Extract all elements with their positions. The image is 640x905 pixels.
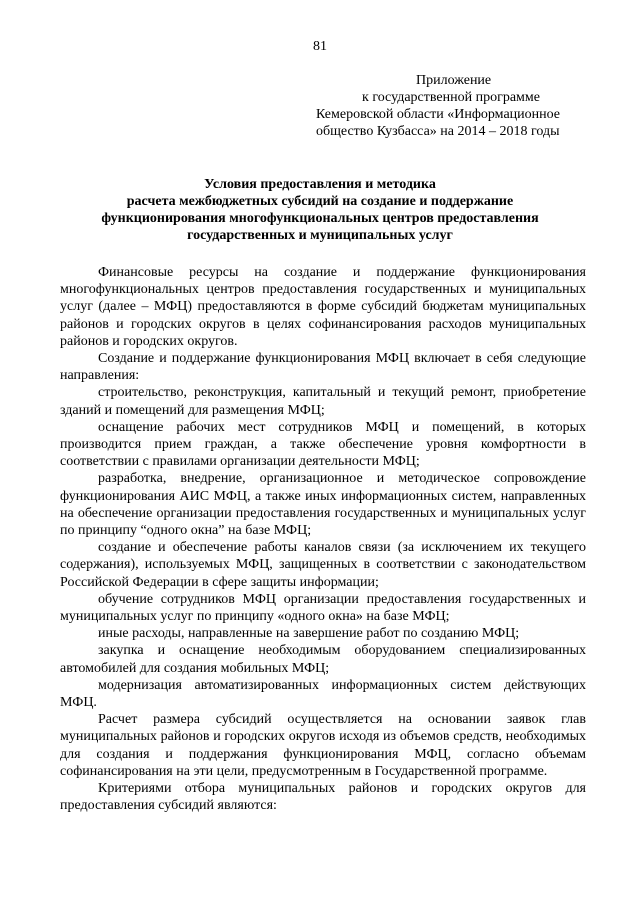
title-line-1: Условия предоставления и методика [204, 177, 436, 192]
paragraph-construction: строительство, реконструкция, капитальный и текущий ремонт, приобретение зданий и помещений для размещения МФЦ; [60, 385, 586, 418]
appendix-line-4: общество Кузбасса» на 2014 – 2018 годы [316, 124, 560, 139]
body-text [60, 264, 586, 815]
title-line-2: расчета межбюджетных субсидий на создание и поддержание [126, 194, 514, 209]
paragraph-communication-channels: создание и обеспечение работы каналов связи (за исключением их текущего содержания), используемых МФЦ, защищенных в соответствии с законодательством Российской Федерации в сфере защиты информации; [60, 540, 586, 590]
paragraph-directions-intro: Создание и поддержание функционирования МФЦ включает в себя следующие направления: [60, 351, 586, 384]
paragraph-staff-training: обучение сотрудников МФЦ организации предоставления государственных и муниципальных услуг по принципу «одного окна» на базе МФЦ; [60, 591, 586, 625]
paragraph-equipment: оснащение рабочих мест сотрудников МФЦ и помещений, в которых производится прием граждан, а также обеспечение уровня комфортности в соответствии с правилами организации деятельности МФЦ; [60, 419, 586, 470]
appendix-header [316, 72, 586, 140]
document-title [60, 176, 580, 244]
appendix-line-3: Кемеровской области «Информационное [316, 107, 561, 122]
paragraph-mobile-mfc: закупка и оснащение необходимым оборудованием специализированных автомобилей для создания мобильных МФЦ; [60, 643, 586, 676]
title-line-3: функционирования многофункциональных центров предоставления [101, 211, 539, 226]
appendix-line-2: к государственной программе [362, 90, 540, 105]
paragraph-selection-criteria: Критериями отбора муниципальных районов и городских округов для предоставления субсидий являются: [60, 781, 586, 814]
paragraph-subsidy-calculation: Расчет размера субсидий осуществляется на основании заявок глав муниципальных районов и городских округов исходя из объемов средств, необходимых для создания и поддержания функционирования МФЦ, согласно объемам софинансирования на эти цели, предусмотренным в Государственной программе. [60, 712, 586, 779]
paragraph-ais-development: разработка, внедрение, организационное и методическое сопровождение функционирования АИС МФЦ, а также иных информационных систем, направленных на обеспечение организации предоставления государственных и муниципальных услуг по принципу “одного окна” на базе МФЦ; [60, 471, 586, 539]
paragraph-modernization: модернизация автоматизированных информационных систем действующих МФЦ. [60, 677, 586, 711]
page-number: 81 [313, 39, 327, 54]
paragraph-other-expenses: иные расходы, направленные на завершение работ по созданию МФЦ; [98, 626, 520, 642]
title-line-4: государственных и муниципальных услуг [187, 228, 453, 243]
paragraph-financing: Финансовые ресурсы на создание и поддержание функционирования многофункциональных центров предоставления государственных и муниципальных услуг (далее – МФЦ) предоставляются в форме субсидий бюджетам муниципальных районов и городских округов в целях софинансирования расходов муниципальных районов и городских округов. [60, 265, 586, 349]
appendix-line-1: Приложение [416, 73, 492, 88]
